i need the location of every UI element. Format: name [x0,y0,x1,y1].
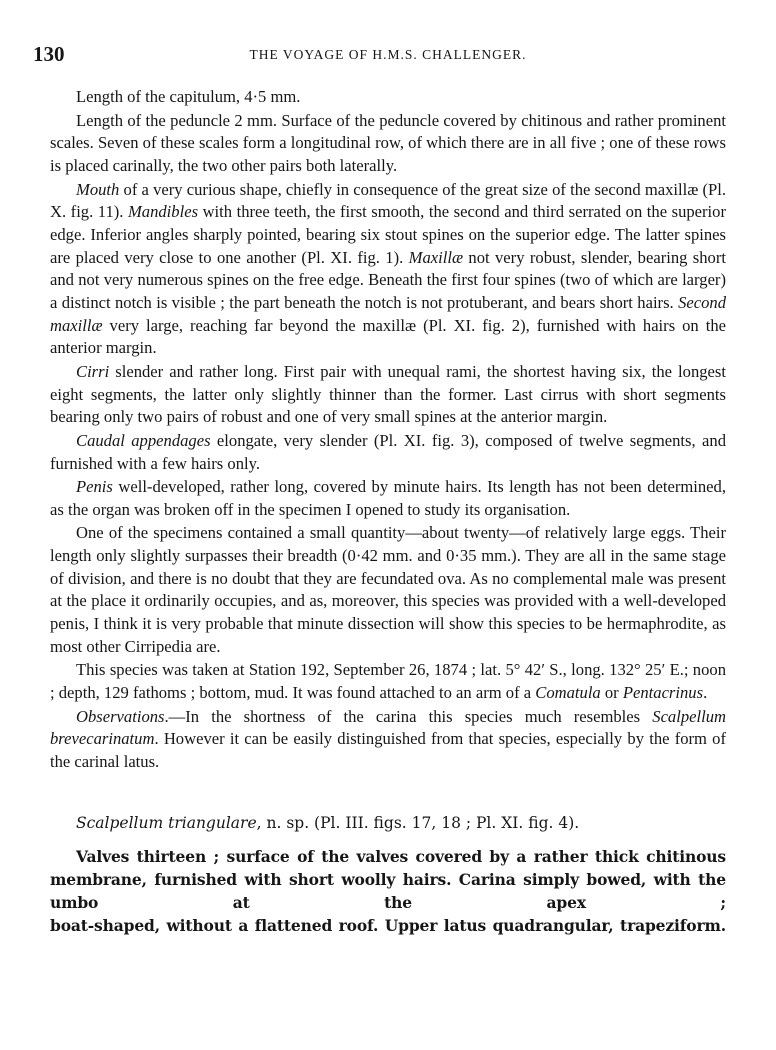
paragraph-caudal: Caudal appendages elongate, very slender (Pl. XI. fig. 3), composed of twelve segments, and furnished with a few hairs only. [50,430,726,473]
running-title: THE VOYAGE OF H.M.S. CHALLENGER. [249,47,527,62]
paragraph-penis: Penis well-developed, rather long, covered by minute hairs. Its length has not been determined, as the organ was broken off in the specimen I opened to study its organisation. [50,477,726,519]
term-penis: Penis [76,477,113,497]
paragraph-capitulum: Length of the capitulum, 4·5 mm. [76,87,301,106]
term-pentacrinus: Pentacrinus [622,683,704,703]
paragraph-station: This species was taken at Station 192, September 26, 1874 ; lat. 5° 42′ S., long. 132° 25′ E.; noon ; depth, 129 fathoms ; bottom, mud. It was found attached to an arm of a Comatula or Pentacrinus. [50,660,726,703]
body-text [50,86,726,937]
page-number: 130 [33,42,65,66]
paragraph-cirri: Cirri slender and rather long. First pair with unequal rami, the shortest having six, the longest eight segments, the latter only slightly thinner than the former. Last cirrus with short segments bearing only two pairs of robust and one of very small spines at the anterior margin. [50,361,726,427]
species-description-last-line: boat-shaped, without a flattened roof. Upper latus quadrangular, trapeziform. [50,915,726,935]
term-maxillae: Maxillæ [408,247,464,267]
page-header [0,42,776,68]
term-caudal-appendages: Caudal appendages [76,430,211,450]
term-comatula: Comatula [535,683,601,703]
paragraph-peduncle: Length of the peduncle 2 mm. Surface of the peduncle covered by chitinous and rather prominent scales. Seven of these scales form a longitudinal row, of which there are in all five ; one of these rows is placed carinally, the two other pairs both laterally. [50,110,726,175]
section-gap [50,774,726,798]
paragraph-eggs: One of the specimens contained a small quantity—about twenty—of relatively large eggs. Their length only slightly surpasses their breadth (0·42 mm. and 0·35 mm.). They are all in the same stage of division, and there is no doubt that they are fecundated ova. As no complemental male was present at the place it ordinarily occupies, and as, moreover, this species was provided with a well-developed penis, I think it is very probable that minute dissection will show this species to be hermaphrodite, as most other Cirripedia are. [50,523,726,656]
term-cirri: Cirri [76,361,110,381]
term-mouth: Mouth [76,179,120,199]
term-mandibles: Mandibles [127,202,199,222]
term-scalpellum-brevecarinatum: Scalpellum brevecarinatum [50,706,726,749]
paragraph-mouth: Mouth of a very curious shape, chiefly in consequence of the great size of the second maxillæ (Pl. X. fig. 11). Mandibles with three teeth, the first smooth, the second and third serrated on the superior edge. Inferior angles sharply pointed, bearing six stout spines on the superior edge. The latter spines are placed very close to one another (Pl. XI. fig. 1). Maxillæ not very robust, slender, bearing short and not very numerous spines on the free edge. Beneath the first four spines (two of which are larger) a distinct notch is visible ; the part beneath the notch is not protuberant, and bears short hairs. Second maxillæ very large, reaching far beyond the maxillæ (Pl. XI. fig. 2), furnished with hairs on the anterior margin. [50,179,726,358]
species-description: Valves thirteen ; surface of the valves covered by a rather thick chitinous membrane, furnished with short woolly hairs. Carina simply bowed, with the umbo at the apex ; boat-shaped, without a flattened roof. Upper latus quadrangular, trapeziform. [50,846,726,935]
species-heading: Scalpellum triangulare, n. sp. (Pl. III. figs. 17, 18 ; Pl. XI. fig. 4). [76,813,580,832]
species-name: Scalpellum triangulare [76,813,257,832]
paragraph-observations: Observations.—In the shortness of the carina this species much resembles Scalpellum brevecarinatum. However it can be easily distinguished from that species, especially by the form of the carinal latus. [50,706,726,772]
term-second-maxillae: Second maxillæ [50,292,726,335]
term-observations: Observations [76,706,165,726]
species-section [50,812,726,937]
